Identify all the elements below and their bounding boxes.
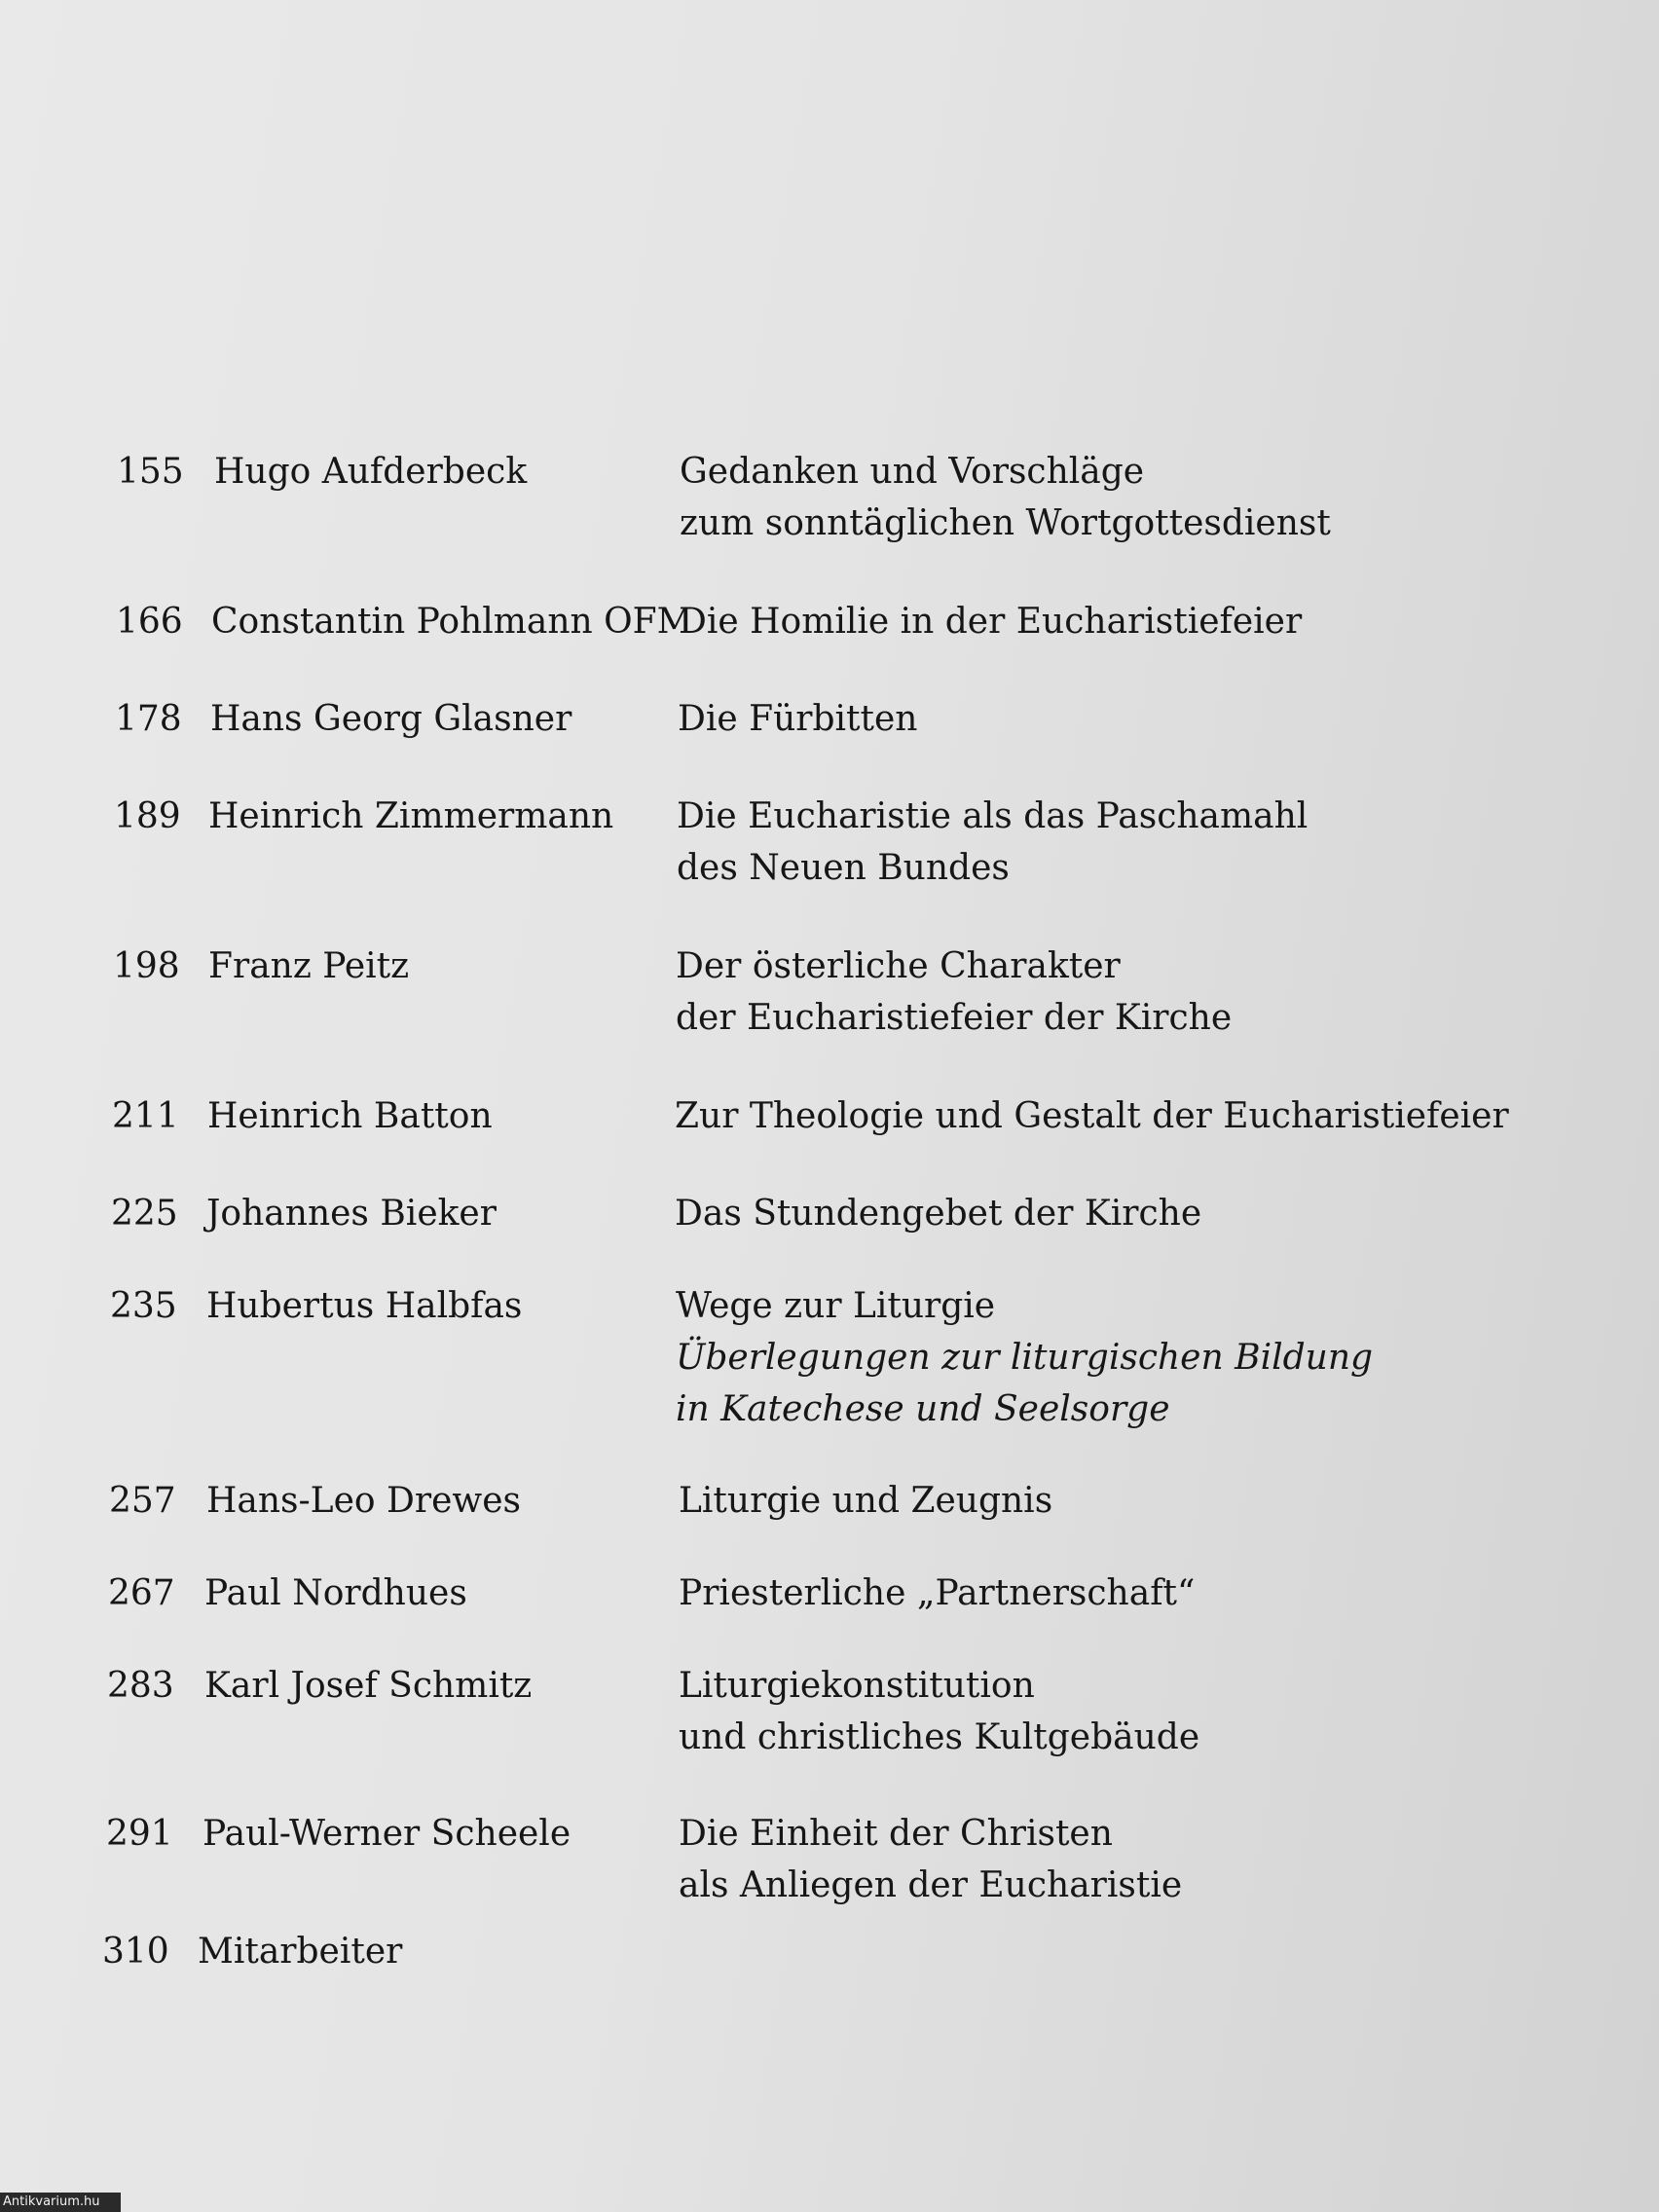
entry-title: [679, 1567, 1195, 1619]
title-line: Zur Theologie und Gestalt der Eucharistiefeier: [675, 1096, 1509, 1136]
entry-author: Hugo Aufderbeck: [214, 452, 528, 492]
entry-author: Hans Georg Glasner: [210, 699, 572, 739]
entry-page-number: 198: [113, 946, 180, 986]
title-line: Gedanken und Vorschläge: [680, 452, 1145, 492]
entry-page-number: 291: [106, 1814, 173, 1854]
title-line: und christliches Kultgebäude: [679, 1717, 1200, 1757]
entry-title: [675, 1090, 1509, 1142]
entry-page-number: 225: [111, 1194, 178, 1234]
title-line: Liturgiekonstitution: [679, 1666, 1035, 1706]
title-line: Das Stundengebet der Kirche: [675, 1194, 1202, 1234]
title-line: Der österliche Charakter: [676, 946, 1121, 986]
site-watermark: Antikvarium.hu: [0, 2193, 121, 2212]
entry-title: [679, 596, 1302, 647]
entry-title: [677, 791, 1308, 894]
entry-page-number: 178: [115, 699, 182, 739]
entry-author: Paul-Werner Scheele: [203, 1814, 571, 1854]
entry-page-number: 283: [107, 1666, 174, 1706]
entry-title: [676, 1280, 1373, 1435]
entry-author: Hans-Leo Drewes: [206, 1481, 521, 1521]
entry-title: [678, 693, 917, 745]
title-line: Die Eucharistie als das Paschamahl: [677, 796, 1309, 836]
entry-author: Paul Nordhues: [204, 1573, 467, 1613]
entry-author: Franz Peitz: [208, 946, 410, 986]
title-line: Die Homilie in der Eucharistiefeier: [679, 602, 1303, 642]
entry-title: [676, 940, 1232, 1044]
entry-author: Heinrich Batton: [207, 1096, 493, 1136]
subtitle-line: Überlegungen zur liturgischen Bildung: [676, 1338, 1374, 1378]
entry-author: Karl Josef Schmitz: [204, 1666, 533, 1706]
subtitle-line: in Katechese und Seelsorge: [676, 1389, 1170, 1429]
title-line: Die Einheit der Christen: [679, 1814, 1113, 1854]
entry-page-number: 235: [110, 1286, 177, 1326]
title-line: des Neuen Bundes: [677, 848, 1010, 888]
entry-title: [679, 1808, 1182, 1911]
title-line: zum sonntäglichen Wortgottesdienst: [680, 503, 1331, 543]
title-line: der Eucharistiefeier der Kirche: [676, 998, 1233, 1038]
entry-author: Heinrich Zimmermann: [208, 796, 614, 836]
entry-author: Mitarbeiter: [198, 1932, 403, 1972]
entry-title: [680, 446, 1331, 549]
entry-author: Hubertus Halbfas: [206, 1286, 523, 1326]
entry-page-number: 257: [109, 1481, 176, 1521]
entry-page-number: 189: [114, 796, 181, 836]
title-line: Liturgie und Zeugnis: [679, 1481, 1053, 1521]
entry-page-number: 267: [108, 1573, 175, 1613]
entry-page-number: 310: [102, 1932, 169, 1972]
entry-title: [679, 1660, 1199, 1763]
entry-title: [675, 1188, 1201, 1239]
entry-title: [679, 1475, 1052, 1527]
title-line: Die Fürbitten: [678, 699, 918, 739]
entry-author: Constantin Pohlmann OFM: [211, 602, 693, 642]
title-line: als Anliegen der Eucharistie: [679, 1865, 1183, 1905]
entry-page-number: 155: [117, 452, 184, 492]
entry-author: Johannes Bieker: [206, 1194, 497, 1234]
title-line: Priesterliche „Partnerschaft“: [679, 1573, 1196, 1613]
title-line: Wege zur Liturgie: [676, 1286, 996, 1326]
entry-page-number: 211: [112, 1096, 179, 1136]
entry-page-number: 166: [116, 602, 183, 642]
